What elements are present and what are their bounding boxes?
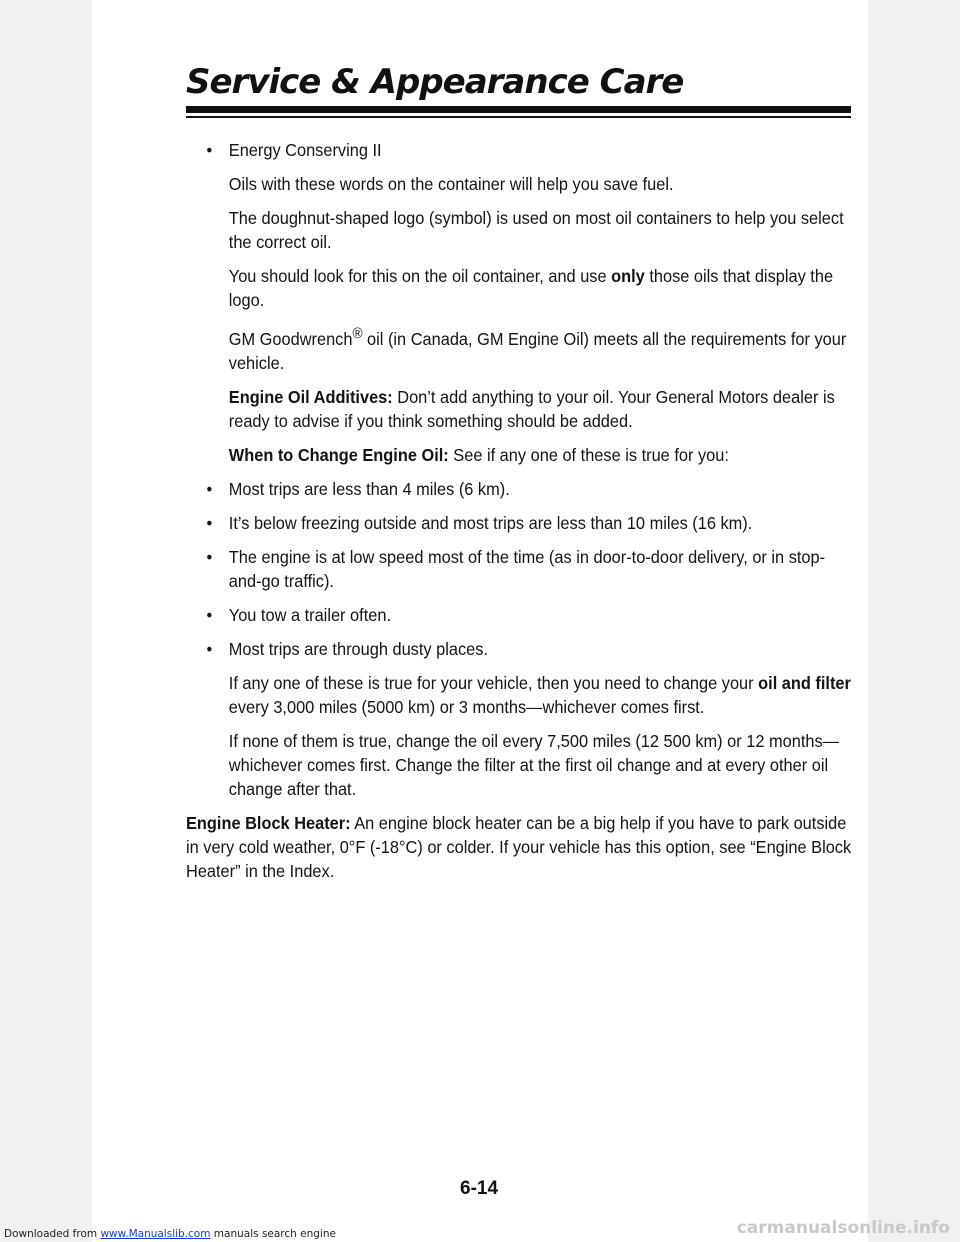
page-body (186, 138, 856, 893)
condition-item: • Most trips are less than 4 miles (6 km). (206, 478, 510, 499)
right-margin-strip (868, 0, 960, 1242)
paragraph-block-heater: Engine Block Heater: An engine block heater can be a big help if you have to park outside in very cold weather, 0°F (-18°C) or colder. If your vehicle has this option, see “Engine Block Heater” in the Index. (186, 812, 852, 881)
when-to-change-heading: When to Change Engine Oil: (228, 444, 449, 465)
paragraph-look-for-logo: You should look for this on the oil container, and use only those oils that display the logo. (228, 266, 834, 310)
manualslib-link[interactable]: www.Manualslib.com (100, 1228, 211, 1240)
block-heater-heading: Engine Block Heater: (186, 812, 351, 833)
watermark-text: carmanualsonline.info (736, 1218, 950, 1238)
bullet-dot-icon: • (206, 546, 213, 567)
paragraph-doughnut-logo: The doughnut-shaped logo (symbol) is used on most oil containers to help you select the correct oil. (228, 208, 844, 252)
paragraph-normal-interval: If none of them is true, change the oil every 7,500 miles (12 500 km) or 12 months—whichever comes first. Change the filter at the first oil change and at every other oil change after that. (228, 730, 840, 799)
left-margin-strip (0, 0, 92, 1242)
condition-item: • It’s below freezing outside and most trips are less than 10 miles (16 km). (206, 512, 753, 533)
paragraph-oil-additives: Engine Oil Additives: Don’t add anything to your oil. Your General Motors dealer is ready to advise if you think something should be added. (228, 386, 835, 431)
bullet-dot-icon: • (206, 478, 213, 499)
header-rule-thick (186, 106, 851, 113)
bullet-dot-icon: • (206, 604, 213, 625)
condition-item: • You tow a trailer often. (206, 604, 391, 625)
oil-additives-heading: Engine Oil Additives: (228, 386, 393, 407)
condition-item: • Most trips are through dusty places. (206, 638, 488, 659)
registered-mark: ® (352, 326, 363, 342)
bullet-dot-icon: • (206, 638, 213, 659)
paragraph-gm-goodwrench: GM Goodwrench® oil (in Canada, GM Engine Oil) meets all the requirements for your vehicle. (228, 326, 847, 373)
bullet-dot-icon: • (206, 512, 213, 533)
paragraph-change-interval: If any one of these is true for your vehicle, then you need to change your oil and filter every 3,000 miles (5000 km) or 3 months—whichever comes first. (228, 672, 851, 717)
page-number: 6-14 (460, 1178, 499, 1199)
bullet-energy-conserving: • Energy Conserving II (206, 140, 382, 160)
header-rule-thin (186, 116, 851, 118)
section-title: Service & Appearance Care (186, 62, 684, 102)
download-footer: Downloaded from www.Manualslib.com manuals search engine (4, 1228, 336, 1240)
paragraph-oils-words: Oils with these words on the container will help you save fuel. (228, 174, 674, 194)
paragraph-when-to-change: When to Change Engine Oil: See if any one of these is true for you: (228, 444, 729, 465)
condition-item: • The engine is at low speed most of the time (as in door-to-door delivery, or in stop-and-go traffic). (206, 546, 826, 591)
bullet-dot-icon: • (206, 140, 213, 160)
